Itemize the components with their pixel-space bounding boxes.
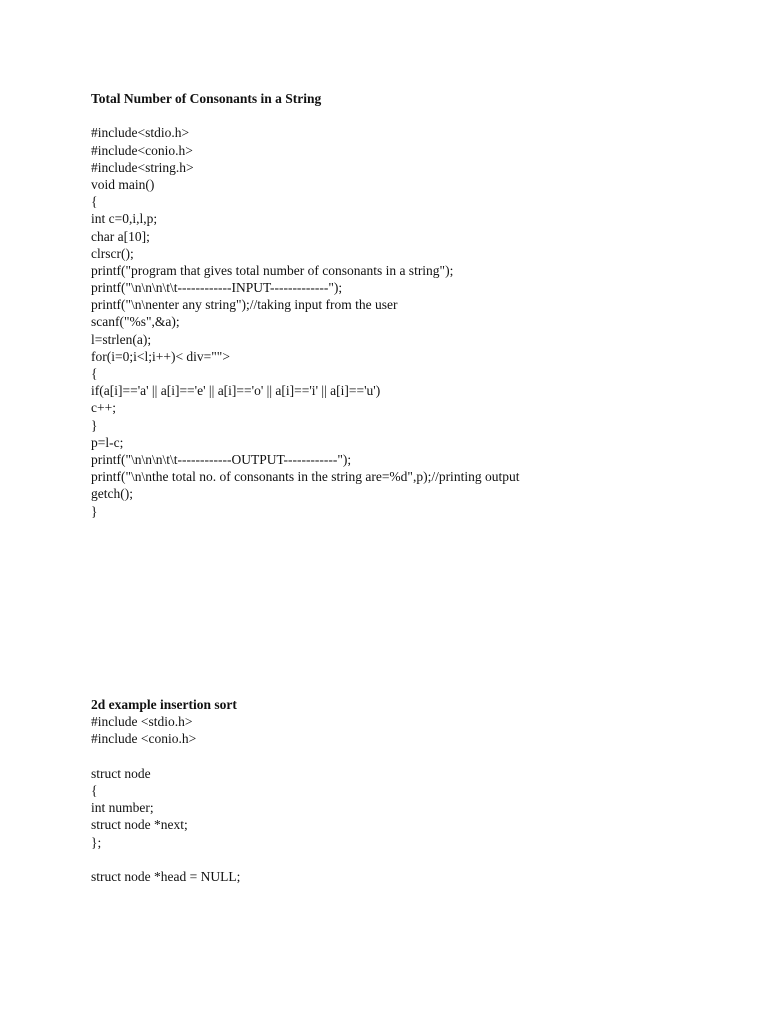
section-insertion-sort bbox=[91, 696, 731, 885]
code-line: int c=0,i,l,p; bbox=[91, 211, 158, 227]
code-line: scanf("%s",&a); bbox=[91, 314, 180, 330]
code-line: if(a[i]=='a' || a[i]=='e' || a[i]=='o' || a[i]=='i' || a[i]=='u') bbox=[91, 383, 381, 399]
code-line: #include <stdio.h> bbox=[91, 714, 193, 730]
code-line: struct node bbox=[91, 765, 151, 781]
code-line: c++; bbox=[91, 400, 116, 416]
section-consonants bbox=[91, 90, 731, 520]
code-line: { bbox=[91, 194, 98, 210]
code-line: p=l-c; bbox=[91, 434, 124, 450]
code-line: l=strlen(a); bbox=[91, 331, 152, 347]
code-line: } bbox=[91, 417, 98, 433]
code-line: }; bbox=[91, 834, 102, 850]
code-line: int number; bbox=[91, 800, 154, 816]
code-line: } bbox=[91, 503, 98, 519]
code-listing bbox=[91, 713, 731, 885]
code-line: { bbox=[91, 366, 98, 381]
code-line bbox=[91, 851, 731, 868]
code-listing bbox=[91, 124, 731, 519]
code-line: struct node *head = NULL; bbox=[91, 868, 241, 884]
section-heading: 2d example insertion sort bbox=[91, 697, 237, 712]
code-line: printf("\n\n\n\t\t------------INPUT-------------"); bbox=[91, 280, 343, 296]
code-line: getch(); bbox=[91, 486, 133, 502]
code-line: printf("program that gives total number of consonants in a string"); bbox=[91, 262, 454, 278]
code-line bbox=[91, 748, 731, 765]
code-line: char a[10]; bbox=[91, 228, 150, 244]
blank-line bbox=[91, 107, 731, 124]
code-line: clrscr(); bbox=[91, 245, 134, 261]
code-line: #include<conio.h> bbox=[91, 142, 193, 158]
code-line: printf("\n\nenter any string");//taking input from the user bbox=[91, 297, 398, 313]
code-line: printf("\n\n\n\t\t------------OUTPUT------------"); bbox=[91, 451, 352, 467]
code-line: printf("\n\nthe total no. of consonants in the string are=%d",p);//printing output bbox=[91, 469, 520, 485]
code-line: struct node *next; bbox=[91, 817, 188, 833]
code-line: #include<stdio.h> bbox=[91, 125, 190, 141]
code-line: { bbox=[91, 782, 98, 798]
code-line: for(i=0;i<l;i++)< div=""> bbox=[91, 348, 230, 364]
code-line: void main() bbox=[91, 176, 155, 192]
code-line: #include <conio.h> bbox=[91, 731, 197, 747]
section-heading: Total Number of Consonants in a String bbox=[91, 91, 322, 106]
code-line: #include<string.h> bbox=[91, 159, 194, 175]
